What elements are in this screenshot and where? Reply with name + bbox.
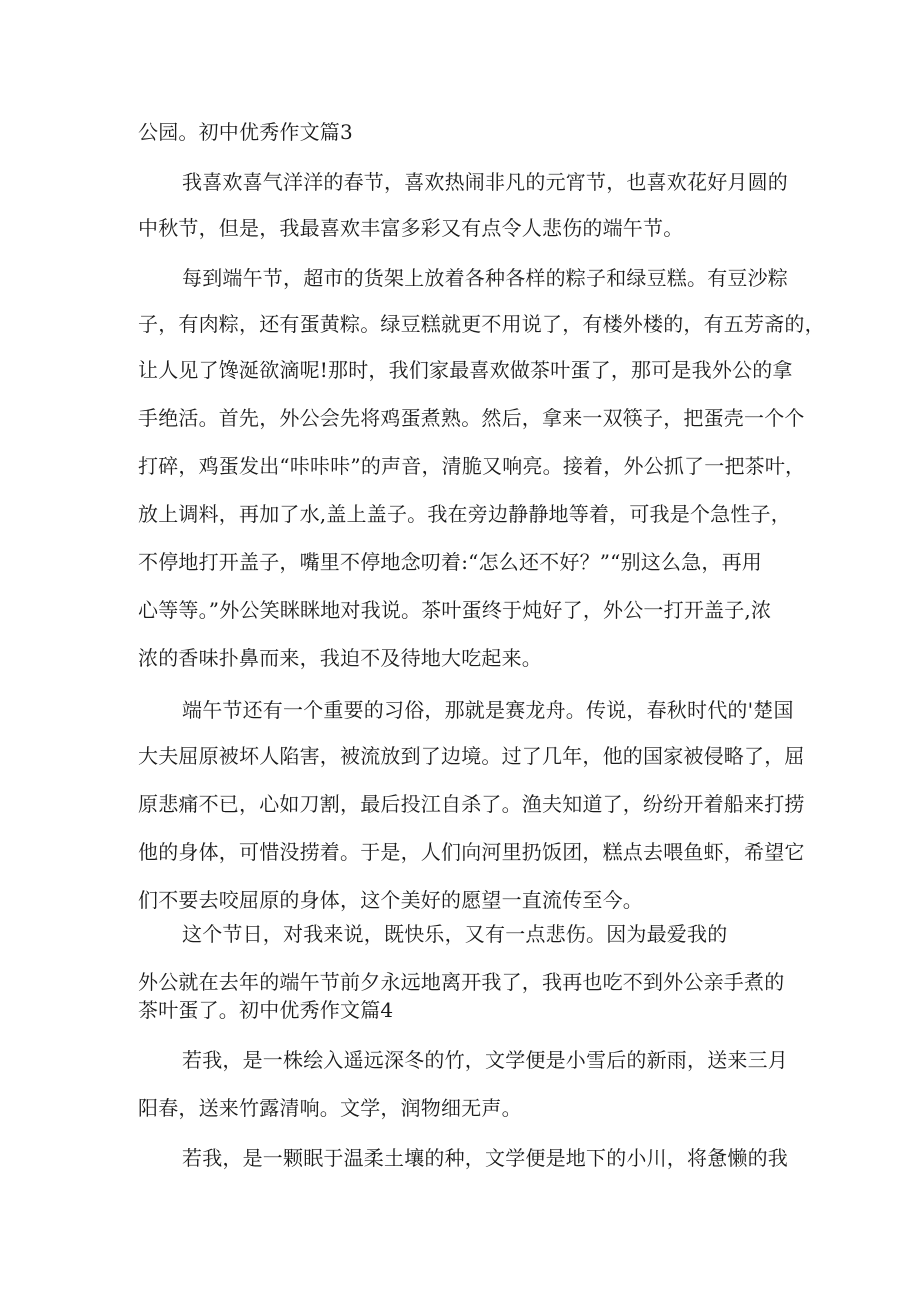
text-line: 打碎，鸡蛋发出“咔咔咔”的声音，清脆又响亮。接着，外公抓了一把茶叶， — [138, 454, 806, 478]
text-line: 我喜欢喜气洋洋的春节，喜欢热闹非凡的元宵节，也喜欢花好月圆的 — [182, 170, 788, 194]
text-line: 们不要去咬屈原的身体，这个美好的愿望一直流传至今。 — [138, 888, 643, 912]
text-line: 不停地打开盖子，嘴里不停地念叨着:“怎么还不好？”“别这么急，再用 — [138, 550, 763, 574]
text-line: 原悲痛不已，心如刀割，最后投江自杀了。渔夫知道了，纷纷开着船来打捞 — [138, 792, 805, 816]
text-line: 端午节还有一个重要的习俗，那就是赛龙舟。传说，春秋时代的'楚国 — [182, 698, 794, 722]
text-line: 放上调料，再加了水,盖上盖子。我在旁边静静地等着，可我是个急性子， — [138, 502, 791, 526]
text-line: 大夫屈原被坏人陷害，被流放到了边境。过了几年，他的国家被侵略了，屈 — [138, 744, 805, 768]
text-line: 阳春，送来竹露清响。文学，润物细无声。 — [138, 1096, 522, 1120]
text-line: 外公就在去年的端午节前夕永远地离开我了，我再也吃不到外公亲手煮的 — [138, 970, 785, 994]
text-line: 若我，是一株绘入遥远深冬的竹，文学便是小雪后的新雨，送来三月 — [182, 1048, 788, 1072]
text-line: 让人见了馋涎欲滴呢!那时，我们家最喜欢做茶叶蛋了，那可是我外公的拿 — [138, 358, 793, 382]
text-line: 这个节日，对我来说，既快乐，又有一点悲伤。因为最爱我的 — [182, 922, 728, 946]
text-line: 茶叶蛋了。初中优秀作文篇4 — [138, 998, 394, 1022]
text-line: 子，有肉粽，还有蛋黄粽。绿豆糕就更不用说了，有楼外楼的，有五芳斋的， — [138, 312, 825, 336]
text-line: 公园。初中优秀作文篇3 — [138, 120, 353, 144]
text-line: 每到端午节，超市的货架上放着各种各样的粽子和绿豆糕。有豆沙粽 — [182, 266, 788, 290]
text-line: 若我，是一颗眠于温柔土壤的种，文学便是地下的小川，将惫懒的我 — [182, 1146, 788, 1170]
text-line: 中秋节，但是，我最喜欢丰富多彩又有点令人悲伤的端午节。 — [138, 216, 684, 240]
text-line: 手绝活。首先，外公会先将鸡蛋煮熟。然后，拿来一双筷子，把蛋壳一个个 — [138, 406, 805, 430]
text-line: 他的身体，可惜没捞着。于是，人们向河里扔饭团，糕点去喂鱼虾，希望它 — [138, 840, 805, 864]
text-line: 心等等。”外公笑眯眯地对我说。茶叶蛋终于炖好了，外公一打开盖子,浓 — [138, 598, 772, 622]
text-line: 浓的香味扑鼻而来，我迫不及待地大吃起来。 — [138, 646, 542, 670]
